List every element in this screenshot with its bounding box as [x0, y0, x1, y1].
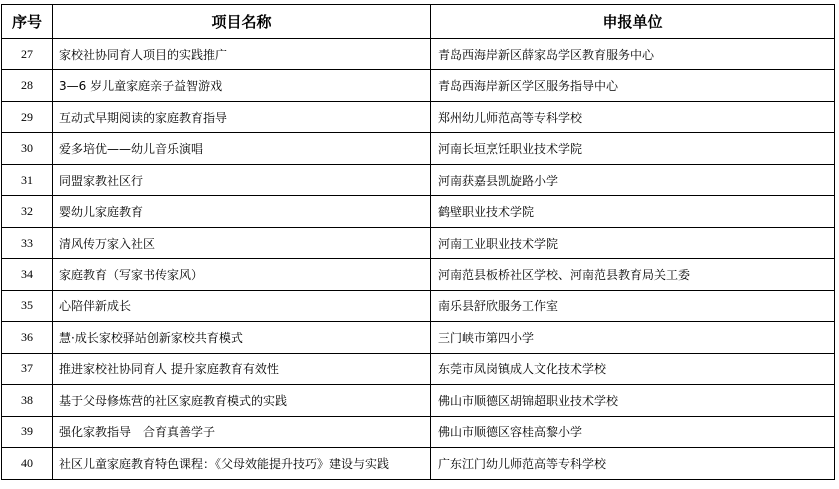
applicant-unit-cell: 广东江门幼儿师范高等专科学校	[431, 448, 835, 479]
table-row	[2, 416, 835, 447]
serial-number-cell: 35	[2, 290, 53, 321]
serial-number-cell: 39	[2, 416, 53, 447]
table-row	[2, 448, 835, 479]
header-applicant-unit: 申报单位	[431, 5, 835, 39]
project-list-table-wrapper	[1, 4, 835, 480]
header-serial-number: 序号	[2, 5, 53, 39]
project-name-cell: 家校社协同育人项目的实践推广	[53, 39, 431, 70]
table-row	[2, 39, 835, 70]
applicant-unit-cell: 河南范县板桥社区学校、河南范县教育局关工委	[431, 259, 835, 290]
serial-number-cell: 27	[2, 39, 53, 70]
table-body	[2, 39, 835, 480]
project-name-cell: 爱多培优——幼儿音乐演唱	[53, 133, 431, 164]
applicant-unit-cell: 三门峡市第四小学	[431, 322, 835, 353]
serial-number-cell: 33	[2, 227, 53, 258]
table-row	[2, 322, 835, 353]
serial-number-cell: 29	[2, 101, 53, 132]
table-row	[2, 385, 835, 416]
applicant-unit-cell: 河南获嘉县凯旋路小学	[431, 164, 835, 195]
serial-number-cell: 30	[2, 133, 53, 164]
serial-number-cell: 31	[2, 164, 53, 195]
table-row	[2, 353, 835, 384]
table-row	[2, 164, 835, 195]
project-list-table	[1, 4, 835, 480]
applicant-unit-cell: 鹤壁职业技术学院	[431, 196, 835, 227]
project-name-cell: 慧·成长家校驿站创新家校共育模式	[53, 322, 431, 353]
table-row	[2, 259, 835, 290]
table-row	[2, 227, 835, 258]
applicant-unit-cell: 青岛西海岸新区学区服务指导中心	[431, 70, 835, 101]
applicant-unit-cell: 东莞市凤岗镇成人文化技术学校	[431, 353, 835, 384]
applicant-unit-cell: 郑州幼儿师范高等专科学校	[431, 101, 835, 132]
project-name-cell: 社区儿童家庭教育特色课程：《父母效能提升技巧》建设与实践	[53, 448, 431, 479]
project-name-cell: 互动式早期阅读的家庭教育指导	[53, 101, 431, 132]
project-name-cell: 婴幼儿家庭教育	[53, 196, 431, 227]
applicant-unit-cell: 青岛西海岸新区薛家岛学区教育服务中心	[431, 39, 835, 70]
project-name-cell: 家庭教育（写家书传家风）	[53, 259, 431, 290]
table-row	[2, 290, 835, 321]
applicant-unit-cell: 佛山市顺德区容桂高黎小学	[431, 416, 835, 447]
applicant-unit-cell: 佛山市顺德区胡锦超职业技术学校	[431, 385, 835, 416]
serial-number-cell: 28	[2, 70, 53, 101]
project-name-cell: 心陪伴新成长	[53, 290, 431, 321]
serial-number-cell: 34	[2, 259, 53, 290]
table-row	[2, 196, 835, 227]
table-row	[2, 70, 835, 101]
serial-number-cell: 37	[2, 353, 53, 384]
table-header-row	[2, 5, 835, 39]
serial-number-cell: 40	[2, 448, 53, 479]
project-name-cell: 推进家校社协同育人 提升家庭教育有效性	[53, 353, 431, 384]
project-name-cell: 基于父母修炼营的社区家庭教育模式的实践	[53, 385, 431, 416]
serial-number-cell: 36	[2, 322, 53, 353]
applicant-unit-cell: 河南工业职业技术学院	[431, 227, 835, 258]
serial-number-cell: 32	[2, 196, 53, 227]
table-row	[2, 133, 835, 164]
applicant-unit-cell: 南乐县舒欣服务工作室	[431, 290, 835, 321]
project-name-cell: 强化家教指导 合育真善学子	[53, 416, 431, 447]
project-name-cell: 清风传万家入社区	[53, 227, 431, 258]
header-project-name: 项目名称	[53, 5, 431, 39]
serial-number-cell: 38	[2, 385, 53, 416]
project-name-cell: 3—6 岁儿童家庭亲子益智游戏	[53, 70, 431, 101]
project-name-cell: 同盟家教社区行	[53, 164, 431, 195]
table-row	[2, 101, 835, 132]
applicant-unit-cell: 河南长垣烹饪职业技术学院	[431, 133, 835, 164]
